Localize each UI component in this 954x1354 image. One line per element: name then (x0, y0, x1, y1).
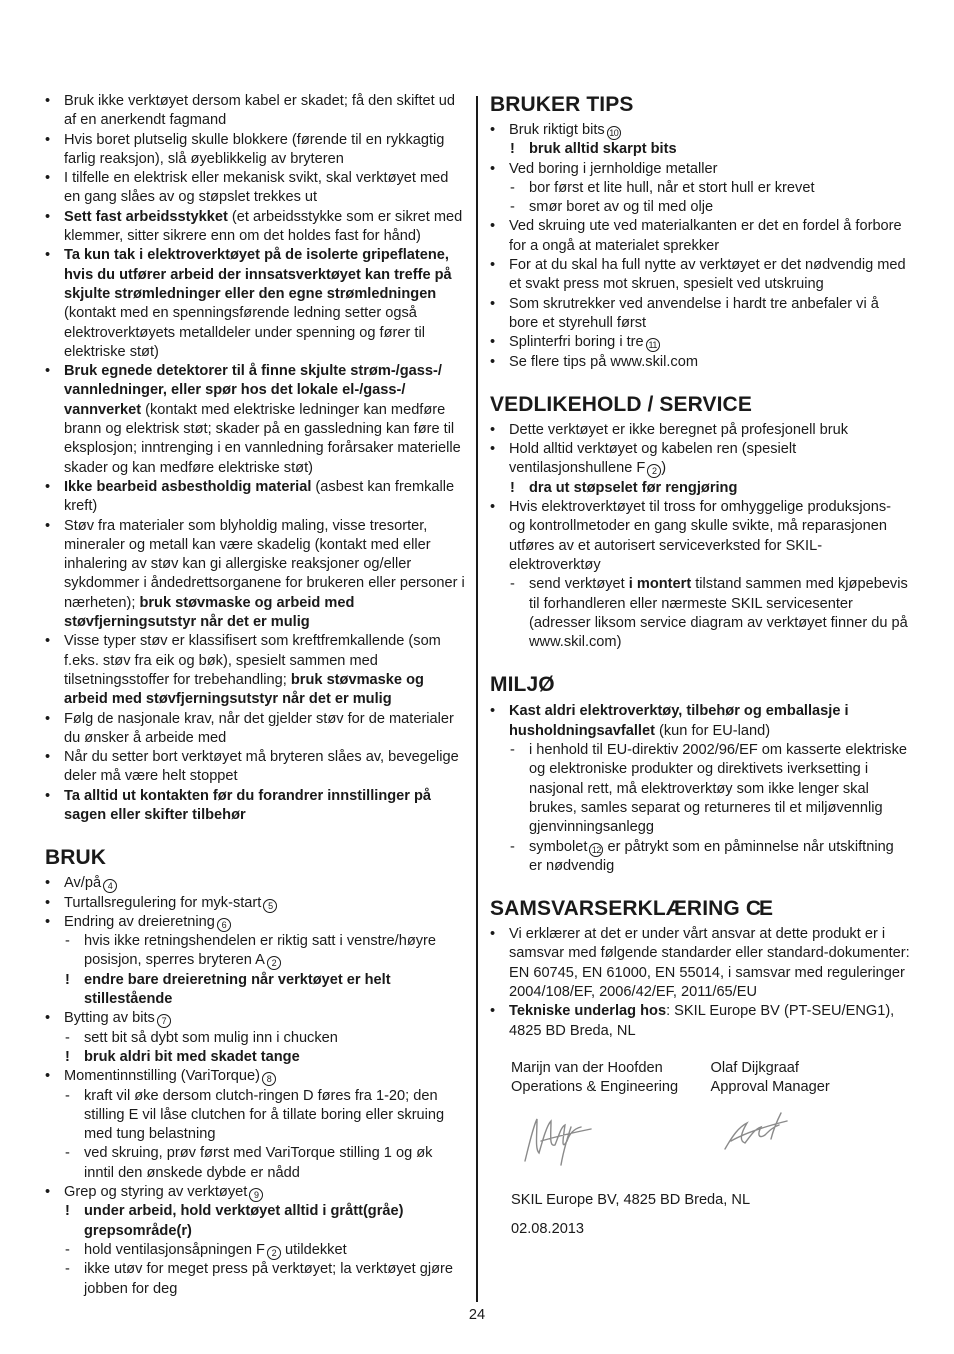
list-item (45, 710, 465, 749)
samsvar-list (490, 925, 910, 1041)
item-text: Ved boring i jernholdige metaller (509, 160, 718, 177)
item-text: endre bare dreieretning når verktøyet er helt stillestående (84, 971, 391, 1008)
item-text: (kontakt med en spenningsførende ledning setter også elektroverktøyets metalldeler under spenning og fører til elektriske støt) (64, 305, 425, 360)
item-text: ikke utøv for meget press på verktøyet; la verktøyet gjøre jobben for deg (84, 1261, 454, 1297)
list-item (45, 632, 465, 709)
list-item (490, 295, 910, 334)
sub-item (490, 741, 910, 837)
company-address: SKIL Europe BV, 4825 BD Breda, NL (511, 1192, 751, 1209)
safety-list (45, 92, 465, 825)
item-text: Tekniske underlag hos (509, 1003, 667, 1020)
item-text: : SKIL Europe BV (PT-SEU/ENG1), 4825 BD Breda, NL (509, 1003, 895, 1039)
figure-ref-icon: 10 (607, 126, 621, 140)
list-item (490, 1002, 910, 1041)
list-item (490, 440, 910, 479)
list-item (490, 498, 910, 575)
item-text: Bruk ikke verktøyet dersom kabel er skadet; få den skiftet ud af en anerkendt fagmand (64, 93, 455, 129)
signatories (490, 1059, 910, 1098)
ce-mark-icon: CE (745, 897, 772, 921)
item-text: (kontakt med elektriske ledninger kan medføre brann og elektrisk støt; skader på en gassledning kan føre til eksplosjon; inntrenging i en vannledning forårsaker materielle skader og kan medføre elektriske støt) (64, 401, 461, 476)
item-text: Hvis boret plutselig skulle blokkere (førende til en rykkagtig farlig reaksjon), slå øyeblikkelig av bryteren (64, 131, 445, 167)
item-text: Turtallsregulering for myk-start (64, 894, 262, 911)
warning-item (45, 971, 465, 1010)
item-text: Hold alltid verktøyet og kabelen ren (spesielt ventilasjonshullene F (509, 441, 797, 477)
item-text: Ta kun tak i elektroverktøyet på de isolerte gripeflatene, hvis du utfører arbeid der innsatsverktøyet kan treffe på skjulte strømledninger eller den egne strømledningen (64, 247, 452, 302)
item-text: Vi erklærer at det er under vårt ansvar at dette produkt er i samsvar med følgende standarder eller standard-dokumenter: EN 60745, EN 61000, EN 55014, i samsvar med reguleringer 2004/108/EF, 2006/42/EF, 2011/65/EU (509, 926, 910, 1000)
item-text: hold ventilasjonsåpningen F (84, 1241, 265, 1258)
tips-list (490, 121, 910, 372)
list-item (45, 913, 465, 932)
signatory-2 (711, 1059, 911, 1098)
sub-item (45, 1260, 465, 1299)
signatory-2-name: Olaf Dijkgraaf (710, 1059, 799, 1076)
sub-item (45, 1144, 465, 1183)
sub-item (45, 1241, 465, 1260)
item-text: hvis ikke retningshendelen er riktig satt i venstre/høyre posisjon, sperres bryteren A (84, 933, 437, 969)
list-item (490, 256, 910, 295)
list-item (45, 131, 465, 170)
sub-item (490, 838, 910, 877)
figure-ref-icon: 8 (262, 1072, 276, 1086)
item-text: (asbest kan fremkalle kreft) (64, 478, 455, 515)
signatory-1-name: Marijn van der Hoofden (511, 1059, 663, 1076)
item-text: Bruk egnede detektorer til å finne skjulte strøm-/gass-/ vannledninger, eller spør hos det lokale el-/gass-/ vannverket (64, 363, 442, 418)
signatory-1-title: Operations & Engineering (511, 1079, 679, 1096)
section-heading-samsvar (490, 896, 910, 922)
item-text: ved skruing, prøv først med VariTorque stilling 1 og øk inntil den ønskede dybde er nådd (84, 1145, 433, 1181)
item-text: bruk støvmaske og arbeid med støvfjerningsutstyr når det er mulig (64, 594, 355, 631)
list-item (490, 421, 910, 440)
list-item (490, 333, 910, 352)
item-text: bruk alltid skarpt bits (529, 141, 677, 158)
list-item (45, 169, 465, 208)
item-text: Bytting av bits (64, 1010, 155, 1027)
declaration-date: 02.08.2013 (511, 1220, 585, 1237)
signature-2-icon (711, 1105, 911, 1175)
section-heading-vedlikehold: VEDLIKEHOLD / SERVICE (490, 392, 752, 416)
item-text: dra ut støpselet før rengjøring (529, 479, 738, 496)
item-text: For at du skal ha full nytte av verktøyet er det nødvendig med et svakt press mot skruen, spesielt ved utskruing (509, 257, 906, 293)
item-text: Endring av dreieretning (64, 913, 215, 930)
list-item (45, 362, 465, 478)
list-item (490, 121, 910, 140)
figure-ref-icon: 5 (263, 899, 277, 913)
item-text: I tilfelle en elektrisk eller mekanisk svikt, skal verktøyet med en gang slåes av og støpslet trekkes ut (64, 170, 449, 206)
item-text: Grep og styring av verktøyet (64, 1184, 248, 1201)
list-item (45, 787, 465, 826)
item-text: Hvis elektroverktøyet til tross for omhyggelige produksjons- og kontrollmetoder en gang skulle svikte, må reparasjonen utføres av et autorisert serviceverksted for SKIL-elektroverktøy (509, 499, 892, 573)
item-text: Ikke bearbeid asbestholdig material (64, 478, 312, 495)
figure-ref-icon: 2 (647, 464, 661, 478)
right-column (490, 92, 910, 1239)
item-text: i montert (628, 576, 692, 593)
section-heading-bruk: BRUK (45, 846, 107, 870)
vedlikehold-list (490, 421, 910, 653)
list-item (45, 874, 465, 893)
signatory-1 (511, 1059, 711, 1098)
item-text: utildekket (280, 1241, 347, 1258)
miljo-list (490, 702, 910, 876)
signatory-2-title: Approval Manager (710, 1079, 830, 1096)
item-text: ) (661, 460, 667, 477)
section-heading-miljo: MILJØ (490, 673, 555, 697)
list-item (45, 92, 465, 131)
item-text: Av/på (64, 875, 102, 892)
figure-ref-icon: 9 (249, 1188, 263, 1202)
item-text: Støv fra materialer som blyholdig maling, visse tresorter, mineraler og metall kan være skadelig (kontakt med eller inhalering av støv kan gi allergiske reaksjoner og/eller sykdommer i åndedrettsorganene for brukeren eller personer i nærheten); (64, 517, 465, 611)
list-item (490, 702, 910, 741)
sub-item (490, 198, 910, 217)
item-text: Momentinnstilling (VariTorque) (64, 1068, 261, 1085)
item-text: i henhold til EU-direktiv 2002/96/EF om kasserte elektriske og elektroniske produkter og direktivets iverksetting i nasjonal rett, må elektroverktøy som ikke lenger skal brukes, samles separat og returneres til et miljøvennlig gjenvinningsanlegg (529, 742, 907, 836)
figure-ref-icon: 7 (157, 1014, 171, 1028)
column-divider (476, 96, 478, 1302)
list-item (490, 160, 910, 179)
item-text: er påtrykt som en påminnelse når utskiftning er nødvendig (529, 838, 894, 874)
list-item (45, 478, 465, 517)
item-text: Når du setter bort verktøyet må bryteren slåes av, bevegelige deler må være helt stoppet (64, 749, 459, 785)
list-item (45, 894, 465, 913)
figure-ref-icon: 11 (646, 338, 660, 352)
item-text: send verktøyet (529, 576, 629, 593)
item-text: (kun for EU-land) (654, 722, 771, 739)
samsvar-title: SAMSVARSERKLÆRING (490, 897, 740, 921)
item-text: tilstand sammen med kjøpebevis til forhandleren eller nærmeste SKIL servicesenter (adresser liksom service diagram av verktøyet finner du på www.skil.com) (529, 576, 908, 651)
list-item (45, 748, 465, 787)
sub-item (45, 932, 465, 971)
list-item (490, 353, 910, 372)
item-text: Splinterfri boring i tre (509, 334, 644, 351)
item-text: Se flere tips på www.skil.com (509, 353, 698, 370)
item-text: symbolet (529, 838, 588, 855)
list-item (45, 1067, 465, 1086)
figure-ref-icon: 4 (103, 879, 117, 893)
item-text: smør boret av og til med olje (529, 199, 714, 216)
figure-ref-icon: 2 (267, 1246, 281, 1260)
sub-item (45, 1029, 465, 1048)
sub-item (490, 575, 910, 652)
warning-item (490, 140, 910, 159)
section-heading-bruker-tips: BRUKER TIPS (490, 93, 634, 116)
figure-ref-icon: 6 (217, 918, 231, 932)
item-text: Følg de nasjonale krav, når det gjelder støv for de materialer du ønsker å arbeide med (64, 710, 454, 746)
figure-ref-icon: 2 (267, 956, 281, 970)
list-item (45, 517, 465, 633)
list-item (45, 208, 465, 247)
item-text: bruk aldri bit med skadet tange (84, 1048, 300, 1065)
warning-item (490, 479, 910, 498)
warning-item (45, 1202, 465, 1241)
list-item (45, 1183, 465, 1202)
item-text: Kast aldri elektroverktøy, tilbehør og emballasje i husholdningsavfallet (509, 703, 849, 739)
item-text: under arbeid, hold verktøyet alltid i grått(gråe) grepsområde(r) (84, 1203, 404, 1239)
item-text: Bruk riktigt bits (509, 122, 605, 138)
item-text: kraft vil øke dersom clutch-ringen D føres fra 1-20; den stilling E vil låse clutchen for å tillate boring eller skruing med tung belastning (84, 1087, 445, 1143)
item-text: sett bit så dybt som mulig inn i chucken (84, 1029, 338, 1046)
list-item (490, 217, 910, 256)
item-text: Ta alltid ut kontakten før du forandrer innstillinger på sagen eller skifter tilbehør (64, 787, 432, 823)
signature-images (490, 1105, 910, 1175)
item-text: Sett fast arbeidsstykket (64, 208, 228, 225)
sub-item (490, 179, 910, 198)
signature-1-icon (511, 1105, 711, 1175)
item-text: Som skrutrekker ved anvendelse i hardt tre anbefaler vi å bore et styrehull først (509, 295, 879, 331)
left-column (45, 92, 465, 1299)
item-text: bruk støvmaske og arbeid med støvfjerningsutstyr når det er mulig (64, 671, 424, 708)
figure-ref-icon: 12 (589, 843, 603, 857)
item-text: Dette verktøyet er ikke beregnet på profesjonell bruk (509, 421, 849, 438)
page-number: 24 (468, 1307, 486, 1323)
sub-item (45, 1087, 465, 1145)
bruk-list (45, 874, 465, 1299)
item-text: (et arbeidsstykke som er sikret med klemmer, sitter sikrere enn om det holdes fast for hånd) (64, 208, 463, 245)
warning-item (45, 1048, 465, 1067)
item-text: Visse typer støv er klassifisert som kreftfremkallende (som f.eks. støv fra eik og bøk), spesielt sammen med tilsetningsstoffer for trebehandling; (64, 633, 441, 688)
item-text: Ved skruing ute ved materialkanten er det en fordel å forbore for a ongå at materialet sprekker (509, 218, 902, 254)
item-text: bor først et lite hull, når et stort hull er krevet (529, 179, 815, 196)
list-item (45, 246, 465, 362)
list-item (490, 925, 910, 1002)
list-item (45, 1009, 465, 1028)
